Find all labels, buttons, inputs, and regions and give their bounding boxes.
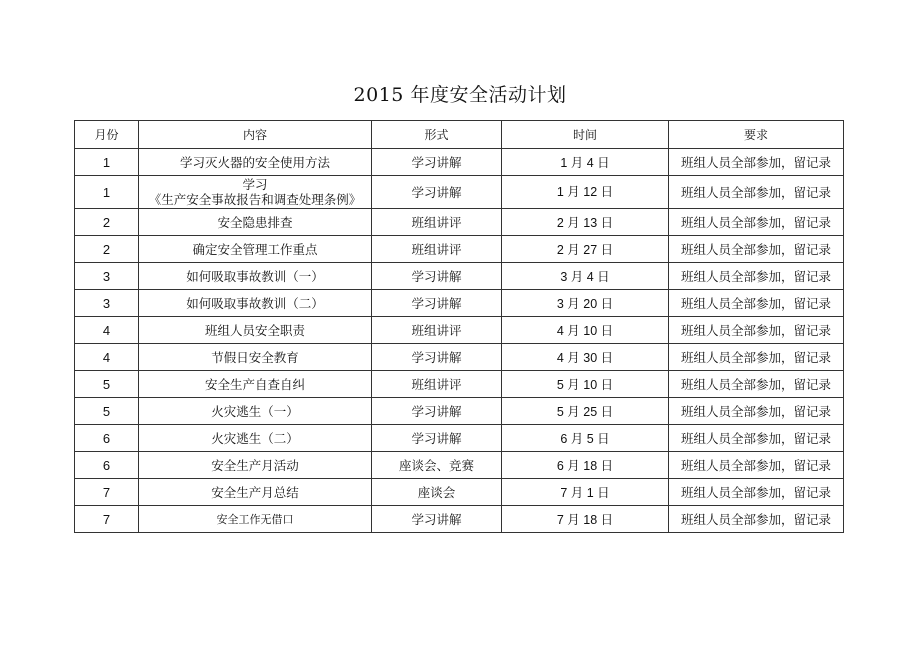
cell-requirement: 班组人员全部参加，留记录 — [669, 176, 844, 209]
cell-date: 3 月 4 日 — [502, 263, 669, 290]
table-row — [75, 317, 844, 344]
cell-content: 学习灭火器的安全使用方法 — [139, 149, 372, 176]
table-row — [75, 176, 844, 209]
cell-form: 学习讲解 — [372, 263, 502, 290]
table-row — [75, 398, 844, 425]
cell-date: 4 月 10 日 — [502, 317, 669, 344]
cell-month: 2 — [75, 236, 139, 263]
cell-date: 1 月 12 日 — [502, 176, 669, 209]
cell-date: 2 月 13 日 — [502, 209, 669, 236]
table-row — [75, 479, 844, 506]
cell-date: 7 月 1 日 — [502, 479, 669, 506]
table-row — [75, 149, 844, 176]
cell-form: 学习讲解 — [372, 290, 502, 317]
table-row — [75, 506, 844, 533]
cell-month: 1 — [75, 176, 139, 209]
cell-month: 5 — [75, 371, 139, 398]
cell-form: 学习讲解 — [372, 425, 502, 452]
cell-month: 4 — [75, 344, 139, 371]
table-row — [75, 425, 844, 452]
cell-requirement: 班组人员全部参加，留记录 — [669, 236, 844, 263]
header-content: 内容 — [139, 121, 372, 149]
cell-content: 确定安全管理工作重点 — [139, 236, 372, 263]
cell-date: 1 月 4 日 — [502, 149, 669, 176]
cell-content: 火灾逃生（一） — [139, 398, 372, 425]
table-row — [75, 344, 844, 371]
cell-requirement: 班组人员全部参加，留记录 — [669, 209, 844, 236]
cell-requirement: 班组人员全部参加，留记录 — [669, 371, 844, 398]
cell-requirement: 班组人员全部参加，留记录 — [669, 425, 844, 452]
header-form: 形式 — [372, 121, 502, 149]
cell-requirement: 班组人员全部参加，留记录 — [669, 479, 844, 506]
cell-month: 1 — [75, 149, 139, 176]
cell-date: 4 月 30 日 — [502, 344, 669, 371]
cell-requirement: 班组人员全部参加，留记录 — [669, 263, 844, 290]
cell-requirement: 班组人员全部参加，留记录 — [669, 344, 844, 371]
cell-requirement: 班组人员全部参加，留记录 — [669, 149, 844, 176]
cell-content: 节假日安全教育 — [139, 344, 372, 371]
cell-content: 安全工作无借口 — [139, 506, 372, 533]
cell-form: 学习讲解 — [372, 506, 502, 533]
cell-form: 座谈会 — [372, 479, 502, 506]
cell-requirement: 班组人员全部参加，留记录 — [669, 317, 844, 344]
table-row — [75, 371, 844, 398]
cell-content: 安全隐患排查 — [139, 209, 372, 236]
cell-form: 班组讲评 — [372, 317, 502, 344]
header-requirement: 要求 — [669, 121, 844, 149]
cell-content: 火灾逃生（二） — [139, 425, 372, 452]
cell-date: 3 月 20 日 — [502, 290, 669, 317]
table-row — [75, 452, 844, 479]
cell-requirement: 班组人员全部参加，留记录 — [669, 506, 844, 533]
cell-form: 班组讲评 — [372, 371, 502, 398]
cell-form: 学习讲解 — [372, 176, 502, 209]
cell-form: 学习讲解 — [372, 398, 502, 425]
cell-content: 如何吸取事故教训（二） — [139, 290, 372, 317]
cell-form: 学习讲解 — [372, 344, 502, 371]
cell-month: 4 — [75, 317, 139, 344]
cell-content: 班组人员安全职责 — [139, 317, 372, 344]
cell-requirement: 班组人员全部参加，留记录 — [669, 452, 844, 479]
cell-content: 如何吸取事故教训（一） — [139, 263, 372, 290]
cell-month: 7 — [75, 479, 139, 506]
header-month: 月份 — [75, 121, 139, 149]
document-title: 2015 年度安全活动计划 — [353, 84, 567, 106]
cell-requirement: 班组人员全部参加，留记录 — [669, 290, 844, 317]
cell-content-line: 学习 — [242, 177, 268, 192]
cell-month: 6 — [75, 425, 139, 452]
cell-form: 学习讲解 — [372, 149, 502, 176]
table-row — [75, 209, 844, 236]
cell-month: 6 — [75, 452, 139, 479]
cell-content — [139, 176, 372, 209]
cell-date: 5 月 10 日 — [502, 371, 669, 398]
cell-date: 5 月 25 日 — [502, 398, 669, 425]
cell-month: 2 — [75, 209, 139, 236]
cell-content: 安全生产月活动 — [139, 452, 372, 479]
table-row — [75, 236, 844, 263]
cell-content-line: 《生产安全事故报告和调查处理条例》 — [148, 192, 362, 207]
activity-plan-table — [74, 120, 844, 533]
table-header-row — [75, 121, 844, 149]
cell-content: 安全生产自查自纠 — [139, 371, 372, 398]
header-date: 时间 — [502, 121, 669, 149]
cell-date: 6 月 18 日 — [502, 452, 669, 479]
cell-form: 座谈会、竞赛 — [372, 452, 502, 479]
cell-date: 7 月 18 日 — [502, 506, 669, 533]
cell-month: 5 — [75, 398, 139, 425]
table-row — [75, 290, 844, 317]
cell-month: 7 — [75, 506, 139, 533]
cell-content: 安全生产月总结 — [139, 479, 372, 506]
cell-requirement: 班组人员全部参加，留记录 — [669, 398, 844, 425]
cell-month: 3 — [75, 263, 139, 290]
cell-form: 班组讲评 — [372, 236, 502, 263]
cell-date: 6 月 5 日 — [502, 425, 669, 452]
cell-date: 2 月 27 日 — [502, 236, 669, 263]
cell-month: 3 — [75, 290, 139, 317]
cell-form: 班组讲评 — [372, 209, 502, 236]
table-row — [75, 263, 844, 290]
